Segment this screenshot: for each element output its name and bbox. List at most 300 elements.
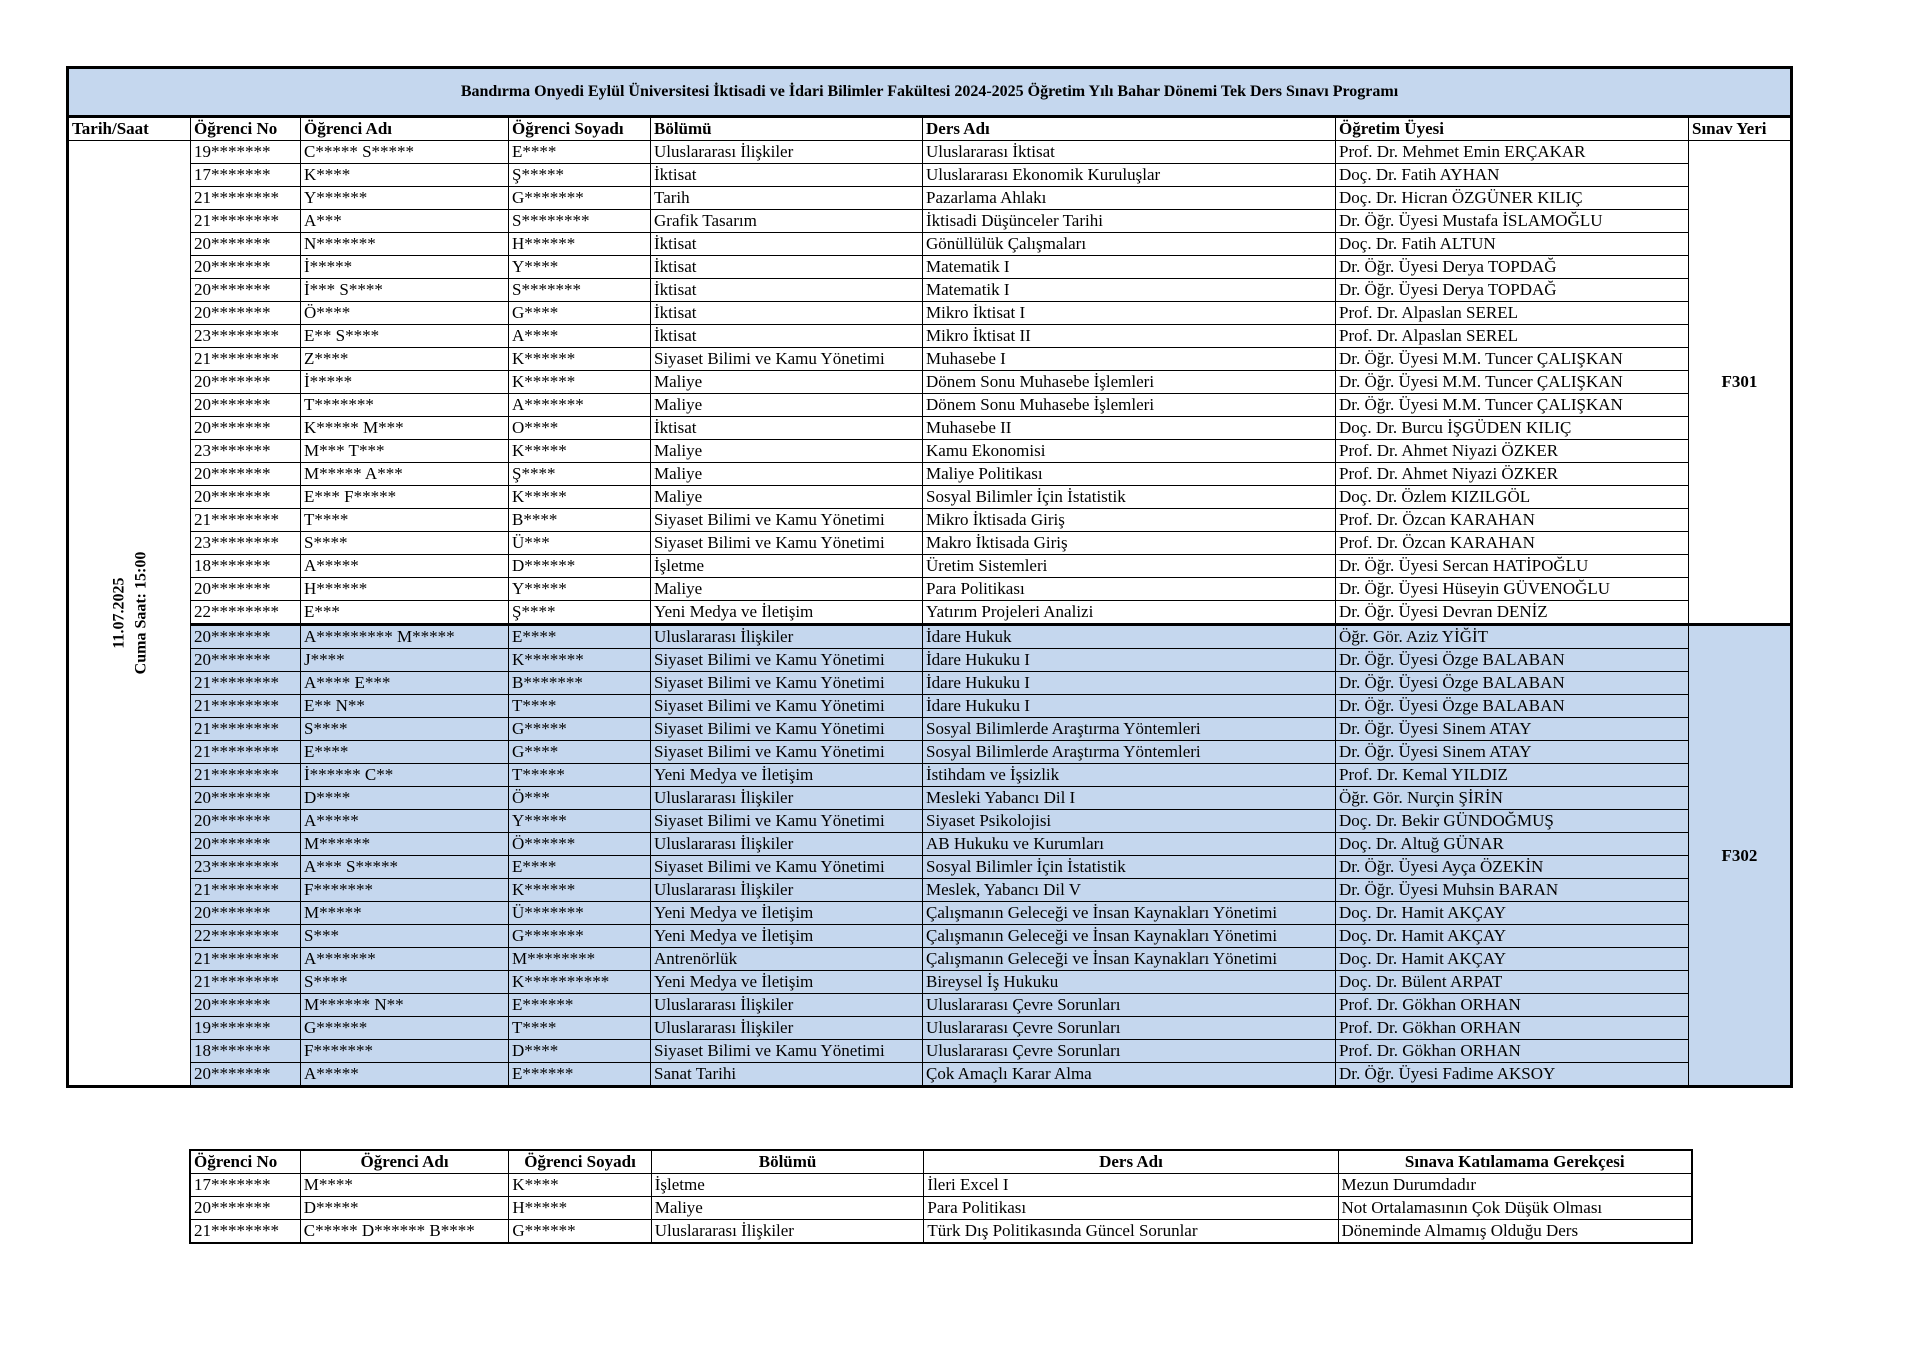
student-no-cell: 20*******: [191, 256, 301, 279]
instructor-cell: Dr. Öğr. Üyesi Mustafa İSLAMOĞLU: [1336, 210, 1689, 233]
student-name-cell: Ö****: [301, 302, 509, 325]
student-surname-cell: S*******: [509, 279, 651, 302]
student-surname-cell: Ü*******: [509, 902, 651, 925]
department-cell: Maliye: [651, 1197, 924, 1220]
student-no-cell: 20*******: [191, 302, 301, 325]
instructor-cell: Dr. Öğr. Üyesi Fadime AKSOY: [1336, 1063, 1689, 1087]
instructor-cell: Prof. Dr. Mehmet Emin ERÇAKAR: [1336, 141, 1689, 164]
student-surname-cell: E****: [509, 141, 651, 164]
student-name-cell: A***: [301, 210, 509, 233]
table-row: [68, 787, 1792, 810]
student-surname-cell: B*******: [509, 672, 651, 695]
student-surname-cell: S********: [509, 210, 651, 233]
header-course-name: Ders Adı: [923, 117, 1336, 141]
department-cell: Uluslararası İlişkiler: [651, 879, 923, 902]
department-cell: Siyaset Bilimi ve Kamu Yönetimi: [651, 741, 923, 764]
student-no-cell: 23********: [191, 532, 301, 555]
instructor-cell: Doç. Dr. Fatih AYHAN: [1336, 164, 1689, 187]
table-row: [68, 348, 1792, 371]
table-row: [68, 210, 1792, 233]
course-name-cell: Çalışmanın Geleceği ve İnsan Kaynakları Yönetimi: [923, 925, 1336, 948]
student-surname-cell: Y*****: [509, 578, 651, 601]
course-name-cell: İdare Hukuku I: [923, 695, 1336, 718]
student-name-cell: Y******: [301, 187, 509, 210]
instructor-cell: Doç. Dr. Bekir GÜNDOĞMUŞ: [1336, 810, 1689, 833]
student-surname-cell: Y****: [509, 256, 651, 279]
department-cell: Yeni Medya ve İletişim: [651, 902, 923, 925]
course-name-cell: İdare Hukuku I: [923, 672, 1336, 695]
department-cell: Siyaset Bilimi ve Kamu Yönetimi: [651, 672, 923, 695]
student-no-cell: 20*******: [190, 1197, 300, 1220]
student-no-cell: 21********: [191, 348, 301, 371]
student-no-cell: 20*******: [191, 649, 301, 672]
department-cell: İktisat: [651, 279, 923, 302]
department-cell: Uluslararası İlişkiler: [651, 141, 923, 164]
student-name-cell: S****: [301, 532, 509, 555]
instructor-cell: Dr. Öğr. Üyesi M.M. Tuncer ÇALIŞKAN: [1336, 394, 1689, 417]
student-name-cell: İ****** C**: [301, 764, 509, 787]
table-row: [68, 509, 1792, 532]
table-row: [68, 164, 1792, 187]
instructor-cell: Doç. Dr. Burcu İŞGÜDEN KILIÇ: [1336, 417, 1689, 440]
department-cell: Maliye: [651, 440, 923, 463]
student-no-cell: 21********: [191, 948, 301, 971]
student-name-cell: M*****: [301, 902, 509, 925]
second-header-course-name: Ders Adı: [924, 1150, 1338, 1174]
student-name-cell: A*** S*****: [301, 856, 509, 879]
student-surname-cell: Ö******: [509, 833, 651, 856]
department-cell: İktisat: [651, 164, 923, 187]
header-student-no: Öğrenci No: [191, 117, 301, 141]
table-row: [68, 672, 1792, 695]
student-surname-cell: Ü***: [509, 532, 651, 555]
instructor-cell: Prof. Dr. Ahmet Niyazi ÖZKER: [1336, 463, 1689, 486]
course-name-cell: Bireysel İş Hukuku: [923, 971, 1336, 994]
instructor-cell: Doç. Dr. Bülent ARPAT: [1336, 971, 1689, 994]
course-name-cell: Sosyal Bilimlerde Araştırma Yöntemleri: [923, 741, 1336, 764]
student-name-cell: Z****: [301, 348, 509, 371]
course-name-cell: İdare Hukuk: [923, 625, 1336, 649]
student-name-cell: A*****: [301, 555, 509, 578]
student-no-cell: 22********: [191, 925, 301, 948]
table-row: [68, 233, 1792, 256]
department-cell: Siyaset Bilimi ve Kamu Yönetimi: [651, 532, 923, 555]
student-surname-cell: K*****: [509, 486, 651, 509]
student-name-cell: S***: [301, 925, 509, 948]
table-row: [68, 1063, 1792, 1087]
table-row: [68, 417, 1792, 440]
instructor-cell: Dr. Öğr. Üyesi M.M. Tuncer ÇALIŞKAN: [1336, 371, 1689, 394]
student-name-cell: E*** F*****: [301, 486, 509, 509]
student-no-cell: 23********: [191, 856, 301, 879]
table-row: [190, 1174, 1692, 1197]
exam-date-time: [108, 552, 152, 675]
department-cell: Tarih: [651, 187, 923, 210]
student-name-cell: T****: [301, 509, 509, 532]
student-name-cell: İ*****: [301, 371, 509, 394]
course-name-cell: İdare Hukuku I: [923, 649, 1336, 672]
department-cell: Siyaset Bilimi ve Kamu Yönetimi: [651, 1040, 923, 1063]
course-name-cell: Pazarlama Ahlakı: [923, 187, 1336, 210]
course-name-cell: Uluslararası İktisat: [923, 141, 1336, 164]
student-name-cell: A*****: [301, 1063, 509, 1087]
table-row: [68, 279, 1792, 302]
course-name-cell: Maliye Politikası: [923, 463, 1336, 486]
student-surname-cell: T****: [509, 695, 651, 718]
department-cell: Siyaset Bilimi ve Kamu Yönetimi: [651, 718, 923, 741]
student-name-cell: D****: [301, 787, 509, 810]
instructor-cell: Prof. Dr. Özcan KARAHAN: [1336, 509, 1689, 532]
reason-cell: Not Ortalamasının Çok Düşük Olması: [1338, 1197, 1692, 1220]
student-surname-cell: G*****: [509, 718, 651, 741]
table-row: [190, 1220, 1692, 1244]
course-name-cell: Çok Amaçlı Karar Alma: [923, 1063, 1336, 1087]
student-surname-cell: K*****: [509, 440, 651, 463]
course-name-cell: Dönem Sonu Muhasebe İşlemleri: [923, 394, 1336, 417]
student-name-cell: D*****: [300, 1197, 509, 1220]
table-row: [190, 1197, 1692, 1220]
student-name-cell: K****: [301, 164, 509, 187]
instructor-cell: Dr. Öğr. Üyesi Sercan HATİPOĞLU: [1336, 555, 1689, 578]
student-no-cell: 17*******: [190, 1174, 300, 1197]
department-cell: Maliye: [651, 486, 923, 509]
course-name-cell: Dönem Sonu Muhasebe İşlemleri: [923, 371, 1336, 394]
course-name-cell: Sosyal Bilimler İçin İstatistik: [923, 856, 1336, 879]
student-no-cell: 21********: [191, 210, 301, 233]
student-no-cell: 20*******: [191, 1063, 301, 1087]
table-row: [68, 625, 1792, 649]
table-row: [68, 718, 1792, 741]
second-header-reason: Sınava Katılamama Gerekçesi: [1338, 1150, 1692, 1174]
table-row: [68, 902, 1792, 925]
department-cell: Uluslararası İlişkiler: [651, 994, 923, 1017]
course-name-cell: Çalışmanın Geleceği ve İnsan Kaynakları Yönetimi: [923, 948, 1336, 971]
table-row: [68, 486, 1792, 509]
student-no-cell: 21********: [190, 1220, 300, 1244]
student-name-cell: S****: [301, 971, 509, 994]
student-name-cell: E***: [301, 601, 509, 625]
instructor-cell: Öğr. Gör. Aziz YİĞİT: [1336, 625, 1689, 649]
course-name-cell: Uluslararası Çevre Sorunları: [923, 994, 1336, 1017]
course-name-cell: Mikro İktisat II: [923, 325, 1336, 348]
table-row: [68, 741, 1792, 764]
course-name-cell: Matematik I: [923, 279, 1336, 302]
table-row: [68, 925, 1792, 948]
instructor-cell: Doç. Dr. Hicran ÖZGÜNER KILIÇ: [1336, 187, 1689, 210]
student-surname-cell: Ş****: [509, 601, 651, 625]
student-no-cell: 20*******: [191, 625, 301, 649]
reason-cell: Döneminde Almamış Olduğu Ders: [1338, 1220, 1692, 1244]
student-surname-cell: H*****: [509, 1197, 651, 1220]
student-surname-cell: K**********: [509, 971, 651, 994]
exam-room-f302: F302: [1689, 625, 1792, 1087]
department-cell: Siyaset Bilimi ve Kamu Yönetimi: [651, 810, 923, 833]
student-surname-cell: D****: [509, 1040, 651, 1063]
department-cell: Yeni Medya ve İletişim: [651, 971, 923, 994]
table-row: [68, 1017, 1792, 1040]
student-surname-cell: T*****: [509, 764, 651, 787]
student-no-cell: 20*******: [191, 233, 301, 256]
department-cell: İşletme: [651, 1174, 924, 1197]
course-name-cell: Kamu Ekonomisi: [923, 440, 1336, 463]
student-surname-cell: K******: [509, 348, 651, 371]
student-no-cell: 21********: [191, 187, 301, 210]
instructor-cell: Dr. Öğr. Üyesi Devran DENİZ: [1336, 601, 1689, 625]
table-row: [68, 141, 1792, 164]
student-name-cell: N*******: [301, 233, 509, 256]
instructor-cell: Prof. Dr. Ahmet Niyazi ÖZKER: [1336, 440, 1689, 463]
department-cell: Antrenörlük: [651, 948, 923, 971]
student-surname-cell: E******: [509, 994, 651, 1017]
table-row: [68, 601, 1792, 625]
student-name-cell: E** N**: [301, 695, 509, 718]
course-name-cell: Uluslararası Çevre Sorunları: [923, 1017, 1336, 1040]
table-row: [68, 695, 1792, 718]
department-cell: Siyaset Bilimi ve Kamu Yönetimi: [651, 856, 923, 879]
table-row: [68, 302, 1792, 325]
student-surname-cell: O****: [509, 417, 651, 440]
course-name-cell: İstihdam ve İşsizlik: [923, 764, 1336, 787]
course-name-cell: Yatırım Projeleri Analizi: [923, 601, 1336, 625]
course-name-cell: Uluslararası Ekonomik Kuruluşlar: [923, 164, 1336, 187]
course-name-cell: İleri Excel I: [924, 1174, 1338, 1197]
student-name-cell: A*******: [301, 948, 509, 971]
student-surname-cell: D******: [509, 555, 651, 578]
instructor-cell: Dr. Öğr. Üyesi Özge BALABAN: [1336, 649, 1689, 672]
instructor-cell: Dr. Öğr. Üyesi Derya TOPDAĞ: [1336, 279, 1689, 302]
instructor-cell: Doç. Dr. Altuğ GÜNAR: [1336, 833, 1689, 856]
course-name-cell: Makro İktisada Giriş: [923, 532, 1336, 555]
course-name-cell: Muhasebe II: [923, 417, 1336, 440]
table-row: [68, 555, 1792, 578]
course-name-cell: Para Politikası: [924, 1197, 1338, 1220]
student-name-cell: C***** S*****: [301, 141, 509, 164]
student-surname-cell: Y*****: [509, 810, 651, 833]
instructor-cell: Doç. Dr. Fatih ALTUN: [1336, 233, 1689, 256]
table-row: [68, 948, 1792, 971]
table-row: [68, 532, 1792, 555]
department-cell: İktisat: [651, 256, 923, 279]
student-surname-cell: G*******: [509, 925, 651, 948]
student-surname-cell: Ş****: [509, 463, 651, 486]
instructor-cell: Prof. Dr. Kemal YILDIZ: [1336, 764, 1689, 787]
student-no-cell: 21********: [191, 764, 301, 787]
department-cell: İktisat: [651, 325, 923, 348]
student-surname-cell: Ö***: [509, 787, 651, 810]
department-cell: Yeni Medya ve İletişim: [651, 601, 923, 625]
instructor-cell: Doç. Dr. Hamit AKÇAY: [1336, 948, 1689, 971]
header-instructor: Öğretim Üyesi: [1336, 117, 1689, 141]
student-no-cell: 21********: [191, 741, 301, 764]
student-name-cell: M***** A***: [301, 463, 509, 486]
table-row: [68, 833, 1792, 856]
student-name-cell: E****: [301, 741, 509, 764]
department-cell: Maliye: [651, 394, 923, 417]
instructor-cell: Dr. Öğr. Üyesi Ayça ÖZEKİN: [1336, 856, 1689, 879]
student-name-cell: M****: [300, 1174, 509, 1197]
student-name-cell: M****** N**: [301, 994, 509, 1017]
table-row: [68, 371, 1792, 394]
instructor-cell: Doç. Dr. Hamit AKÇAY: [1336, 925, 1689, 948]
instructor-cell: Doç. Dr. Hamit AKÇAY: [1336, 902, 1689, 925]
student-name-cell: G******: [301, 1017, 509, 1040]
student-name-cell: M******: [301, 833, 509, 856]
second-header-department: Bölümü: [651, 1150, 924, 1174]
exam-time: Cuma Saat: 15:00: [132, 551, 150, 675]
department-cell: Uluslararası İlişkiler: [651, 1220, 924, 1244]
header-department: Bölümü: [651, 117, 923, 141]
student-no-cell: 20*******: [191, 578, 301, 601]
student-no-cell: 17*******: [191, 164, 301, 187]
department-cell: Siyaset Bilimi ve Kamu Yönetimi: [651, 695, 923, 718]
student-surname-cell: T****: [509, 1017, 651, 1040]
course-name-cell: Mikro İktisat I: [923, 302, 1336, 325]
course-name-cell: Meslek, Yabancı Dil V: [923, 879, 1336, 902]
course-name-cell: Uluslararası Çevre Sorunları: [923, 1040, 1336, 1063]
instructor-cell: Prof. Dr. Alpaslan SEREL: [1336, 325, 1689, 348]
student-no-cell: 21********: [191, 509, 301, 532]
student-name-cell: S****: [301, 718, 509, 741]
department-cell: Uluslararası İlişkiler: [651, 833, 923, 856]
course-name-cell: Siyaset Psikolojisi: [923, 810, 1336, 833]
second-header-student-no: Öğrenci No: [190, 1150, 300, 1174]
department-cell: İşletme: [651, 555, 923, 578]
student-surname-cell: M********: [509, 948, 651, 971]
instructor-cell: Dr. Öğr. Üyesi Muhsin BARAN: [1336, 879, 1689, 902]
student-no-cell: 20*******: [191, 417, 301, 440]
student-no-cell: 21********: [191, 672, 301, 695]
student-no-cell: 20*******: [191, 486, 301, 509]
department-cell: Yeni Medya ve İletişim: [651, 925, 923, 948]
exam-date-time-cell: [68, 141, 191, 1087]
table-row: [68, 879, 1792, 902]
student-surname-cell: G******: [509, 1220, 651, 1244]
student-name-cell: İ*** S****: [301, 279, 509, 302]
course-name-cell: Çalışmanın Geleceği ve İnsan Kaynakları Yönetimi: [923, 902, 1336, 925]
student-surname-cell: E****: [509, 625, 651, 649]
course-name-cell: Üretim Sistemleri: [923, 555, 1336, 578]
department-cell: Uluslararası İlişkiler: [651, 787, 923, 810]
student-name-cell: J****: [301, 649, 509, 672]
second-header-row: [190, 1150, 1692, 1174]
student-no-cell: 20*******: [191, 902, 301, 925]
instructor-cell: Dr. Öğr. Üyesi Özge BALABAN: [1336, 672, 1689, 695]
student-surname-cell: K******: [509, 879, 651, 902]
instructor-cell: Dr. Öğr. Üyesi Derya TOPDAĞ: [1336, 256, 1689, 279]
table-row: [68, 463, 1792, 486]
instructor-cell: Dr. Öğr. Üyesi Sinem ATAY: [1336, 741, 1689, 764]
course-name-cell: Sosyal Bilimlerde Araştırma Yöntemleri: [923, 718, 1336, 741]
student-surname-cell: A*******: [509, 394, 651, 417]
student-no-cell: 20*******: [191, 463, 301, 486]
student-no-cell: 19*******: [191, 141, 301, 164]
student-no-cell: 18*******: [191, 555, 301, 578]
department-cell: Uluslararası İlişkiler: [651, 625, 923, 649]
instructor-cell: Doç. Dr. Özlem KIZILGÖL: [1336, 486, 1689, 509]
student-name-cell: A**** E***: [301, 672, 509, 695]
student-no-cell: 21********: [191, 718, 301, 741]
department-cell: İktisat: [651, 417, 923, 440]
student-name-cell: T*******: [301, 394, 509, 417]
student-name-cell: A*****: [301, 810, 509, 833]
student-name-cell: A********* M*****: [301, 625, 509, 649]
table-row: [68, 649, 1792, 672]
exam-room-f301: F301: [1689, 141, 1792, 625]
table-row: [68, 325, 1792, 348]
student-name-cell: C***** D****** B****: [300, 1220, 509, 1244]
instructor-cell: Öğr. Gör. Nurçin ŞİRİN: [1336, 787, 1689, 810]
instructor-cell: Prof. Dr. Alpaslan SEREL: [1336, 302, 1689, 325]
header-row: [68, 117, 1792, 141]
student-no-cell: 21********: [191, 879, 301, 902]
student-no-cell: 20*******: [191, 394, 301, 417]
table-row: [68, 856, 1792, 879]
student-surname-cell: K*******: [509, 649, 651, 672]
student-name-cell: F*******: [301, 879, 509, 902]
course-name-cell: Gönüllülük Çalışmaları: [923, 233, 1336, 256]
course-name-cell: Matematik I: [923, 256, 1336, 279]
student-surname-cell: G****: [509, 302, 651, 325]
student-no-cell: 20*******: [191, 810, 301, 833]
instructor-cell: Dr. Öğr. Üyesi Özge BALABAN: [1336, 695, 1689, 718]
course-name-cell: AB Hukuku ve Kurumları: [923, 833, 1336, 856]
student-no-cell: 23********: [191, 325, 301, 348]
table-row: [68, 1040, 1792, 1063]
course-name-cell: Para Politikası: [923, 578, 1336, 601]
student-surname-cell: Ş*****: [509, 164, 651, 187]
student-name-cell: İ*****: [301, 256, 509, 279]
student-name-cell: K***** M***: [301, 417, 509, 440]
student-name-cell: H******: [301, 578, 509, 601]
reason-cell: Mezun Durumdadır: [1338, 1174, 1692, 1197]
instructor-cell: Prof. Dr. Gökhan ORHAN: [1336, 994, 1689, 1017]
table-row: [68, 971, 1792, 994]
student-no-cell: 22********: [191, 601, 301, 625]
student-no-cell: 18*******: [191, 1040, 301, 1063]
student-surname-cell: E****: [509, 856, 651, 879]
instructor-cell: Dr. Öğr. Üyesi Hüseyin GÜVENOĞLU: [1336, 578, 1689, 601]
department-cell: Siyaset Bilimi ve Kamu Yönetimi: [651, 509, 923, 532]
department-cell: Maliye: [651, 463, 923, 486]
student-surname-cell: K****: [509, 1174, 651, 1197]
table-row: [68, 578, 1792, 601]
student-no-cell: 23*******: [191, 440, 301, 463]
student-no-cell: 21********: [191, 971, 301, 994]
header-student-surname: Öğrenci Soyadı: [509, 117, 651, 141]
student-no-cell: 20*******: [191, 833, 301, 856]
department-cell: Maliye: [651, 578, 923, 601]
department-cell: Yeni Medya ve İletişim: [651, 764, 923, 787]
table-row: [68, 440, 1792, 463]
student-surname-cell: A****: [509, 325, 651, 348]
second-header-student-name: Öğrenci Adı: [300, 1150, 509, 1174]
excluded-students-table: [189, 1149, 1693, 1244]
student-surname-cell: K******: [509, 371, 651, 394]
department-cell: Maliye: [651, 371, 923, 394]
department-cell: Grafik Tasarım: [651, 210, 923, 233]
student-surname-cell: H******: [509, 233, 651, 256]
student-no-cell: 20*******: [191, 279, 301, 302]
exam-schedule-table: [66, 66, 1793, 1088]
department-cell: İktisat: [651, 302, 923, 325]
table-row: [68, 394, 1792, 417]
student-surname-cell: G*******: [509, 187, 651, 210]
instructor-cell: Dr. Öğr. Üyesi M.M. Tuncer ÇALIŞKAN: [1336, 348, 1689, 371]
department-cell: Sanat Tarihi: [651, 1063, 923, 1087]
course-name-cell: Muhasebe I: [923, 348, 1336, 371]
schedule-title: Bandırma Onyedi Eylül Üniversitesi İktisadi ve İdari Bilimler Fakültesi 2024-2025 Öğretim Yılı Bahar Dönemi Tek Ders Sınavı Programı: [68, 68, 1792, 117]
student-surname-cell: E******: [509, 1063, 651, 1087]
